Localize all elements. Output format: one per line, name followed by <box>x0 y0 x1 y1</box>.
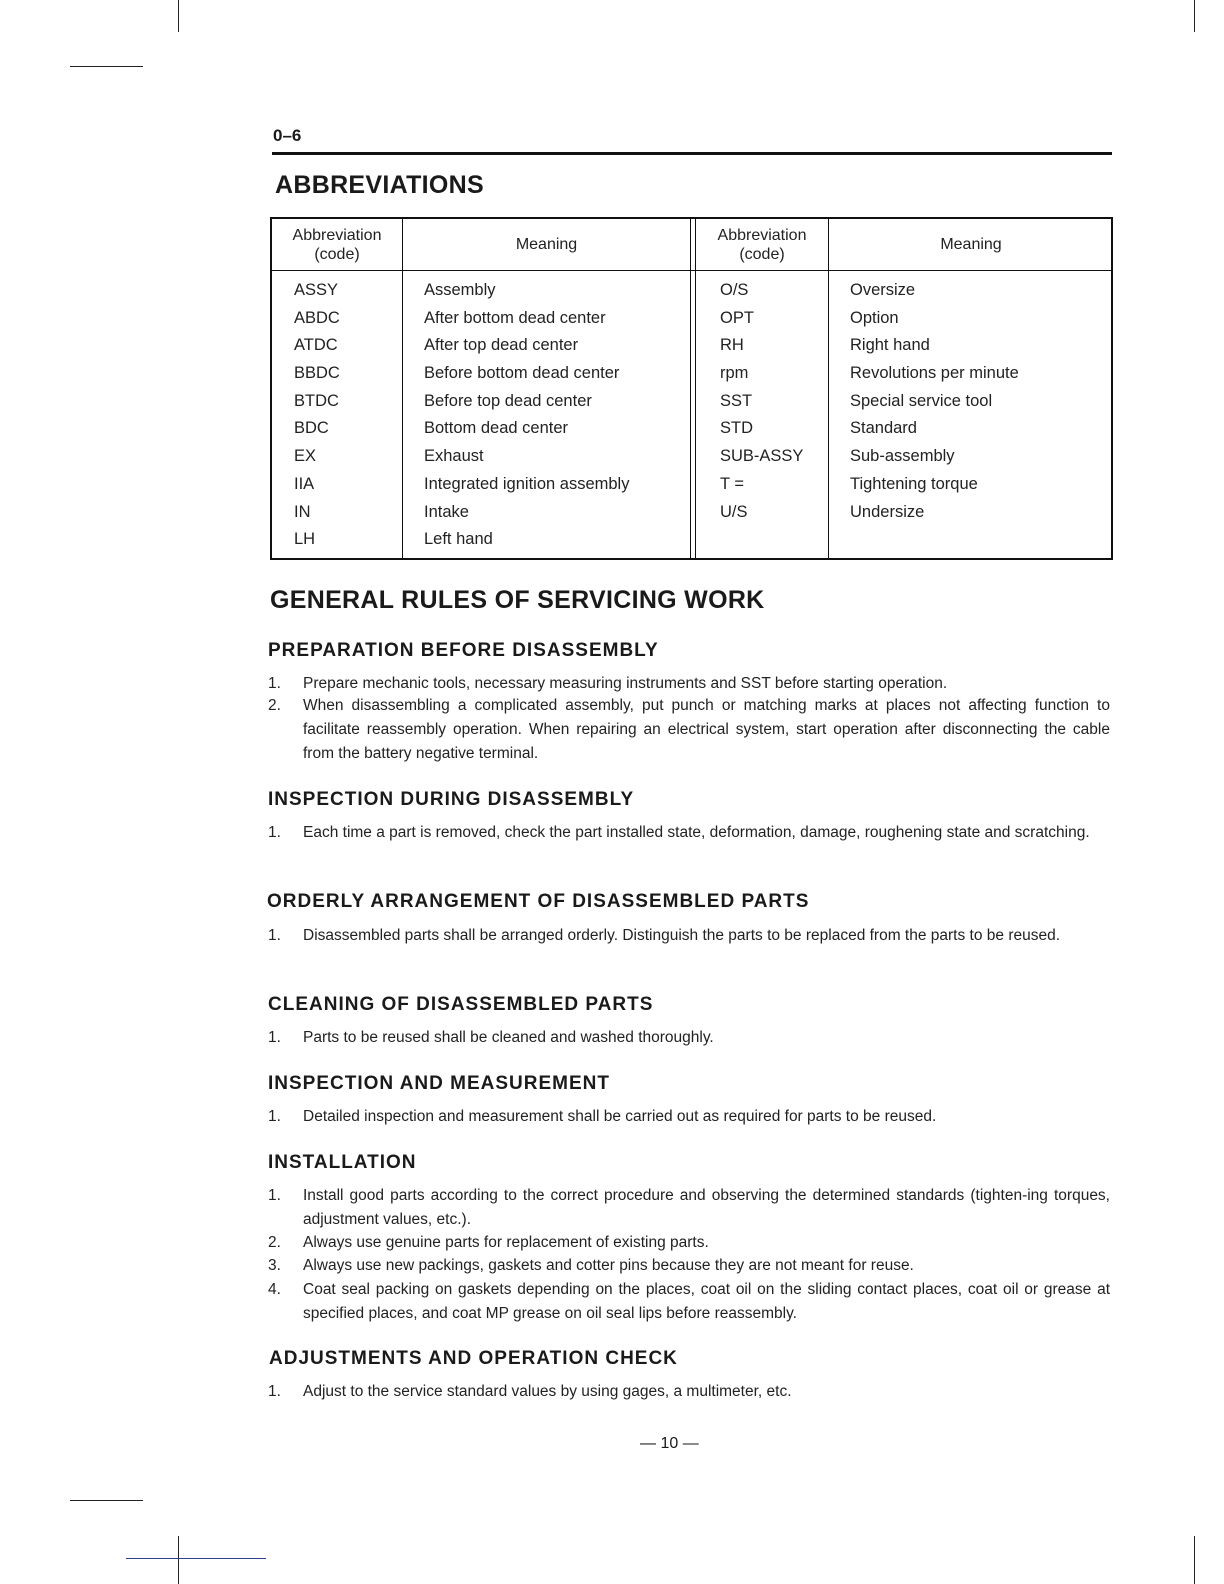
item-text: When disassembling a complicated assembly, put punch or matching marks at places not affecting function to facilitate reassembly operation. When repairing an electrical system, start operation after disconnecting the cable from the battery negative terminal. <box>303 697 1110 762</box>
abbr-code: SST <box>720 391 753 410</box>
list-item <box>268 924 1110 948</box>
item-number: 1. <box>268 1108 281 1125</box>
abbr-meaning: Revolutions per minute <box>850 364 1019 383</box>
section-heading-inspection-during: INSPECTION DURING DISASSEMBLY <box>268 789 635 810</box>
abbreviations-table <box>270 217 1113 560</box>
abbr-code: LH <box>294 530 316 549</box>
section-heading-cleaning: CLEANING OF DISASSEMBLED PARTS <box>268 994 654 1015</box>
item-number: 1. <box>268 927 281 944</box>
item-number: 1. <box>268 1383 281 1400</box>
right-meaning-column <box>850 277 1019 526</box>
abbr-meaning: Bottom dead center <box>424 419 569 438</box>
section-heading-inspection-measurement: INSPECTION AND MEASUREMENT <box>268 1073 610 1094</box>
item-text: Adjust to the service standard values by using gages, a multimeter, etc. <box>303 1383 792 1400</box>
abbr-meaning: Right hand <box>850 336 930 355</box>
page-code: 0–6 <box>273 126 302 145</box>
header-abbreviation-right: Abbreviation (code) <box>717 226 807 263</box>
item-text: Coat seal packing on gaskets depending on the places, coat oil on the sliding contact places, coat oil or grease at specified places, and coat MP grease on oil seal lips before reassembly. <box>303 1281 1110 1322</box>
item-number: 1. <box>268 1029 281 1046</box>
item-text: Always use new packings, gaskets and cotter pins because they are not meant for reuse. <box>303 1257 914 1274</box>
item-number: 1. <box>268 1187 281 1204</box>
abbr-meaning: Sub-assembly <box>850 447 955 466</box>
item-text: Disassembled parts shall be arranged orderly. Distinguish the parts to be replaced from the parts to be reused. <box>303 927 1061 944</box>
abbr-code: U/S <box>720 502 748 521</box>
abbr-meaning: Left hand <box>424 530 493 549</box>
margin-mark-bottom-line <box>126 1558 266 1559</box>
abbr-meaning: Before bottom dead center <box>424 364 620 383</box>
abbr-meaning: After top dead center <box>424 336 579 355</box>
abbr-code: OPT <box>720 308 754 327</box>
abbr-code: ASSY <box>294 281 339 299</box>
item-text: Prepare mechanic tools, necessary measuring instruments and SST before starting operation. <box>303 675 948 692</box>
item-number: 3. <box>268 1257 281 1274</box>
margin-mark-bottom <box>70 1500 143 1501</box>
section-heading-adjustments: ADJUSTMENTS AND OPERATION CHECK <box>269 1348 678 1369</box>
abbr-code: IIA <box>294 474 315 493</box>
abbr-code: ATDC <box>294 336 338 355</box>
abbr-meaning: Undersize <box>850 502 925 521</box>
item-text: Detailed inspection and measurement shall be carried out as required for parts to be reused. <box>303 1108 937 1125</box>
section-heading-installation: INSTALLATION <box>268 1152 417 1173</box>
abbr-code: ABDC <box>294 308 340 327</box>
crop-mark-bottom-right <box>1194 1536 1195 1584</box>
abbr-code: BDC <box>294 419 329 438</box>
abbr-code: IN <box>294 502 311 521</box>
margin-mark-top <box>70 66 143 67</box>
left-meaning-column <box>424 277 629 554</box>
list-item <box>268 1231 1110 1255</box>
abbr-meaning: Before top dead center <box>424 391 592 410</box>
header-meaning-right: Meaning <box>940 236 1002 253</box>
list-item <box>268 821 1110 845</box>
abbr-code: RH <box>720 336 744 355</box>
right-code-column <box>720 277 803 526</box>
abbr-meaning: Standard <box>850 419 917 438</box>
abbr-meaning: Assembly <box>424 281 496 299</box>
list-item <box>268 672 1110 696</box>
abbr-code: BTDC <box>294 391 339 410</box>
abbr-meaning: Special service tool <box>850 391 993 410</box>
item-text: Always use genuine parts for replacement of existing parts. <box>303 1234 709 1251</box>
crop-mark-bottom-left <box>178 1536 179 1584</box>
crop-mark-top-left <box>178 0 179 32</box>
section-heading-preparation: PREPARATION BEFORE DISASSEMBLY <box>268 640 659 661</box>
general-rules-title: GENERAL RULES OF SERVICING WORK <box>270 586 765 614</box>
crop-mark-top-right <box>1194 0 1195 32</box>
abbr-meaning: After bottom dead center <box>424 308 606 327</box>
abbr-meaning: Integrated ignition assembly <box>424 474 630 493</box>
list-item <box>268 1184 1110 1232</box>
item-number: 1. <box>268 824 281 841</box>
abbr-code: EX <box>294 447 317 466</box>
abbr-meaning: Exhaust <box>424 447 484 466</box>
section-heading-orderly-arrangement: ORDERLY ARRANGEMENT OF DISASSEMBLED PARTS <box>267 891 810 912</box>
list-item <box>268 1105 1110 1129</box>
item-text: Parts to be reused shall be cleaned and washed thoroughly. <box>303 1029 714 1046</box>
header-meaning-left: Meaning <box>515 236 578 253</box>
abbr-code: O/S <box>720 281 749 299</box>
abbr-meaning: Option <box>850 308 899 327</box>
item-text: Install good parts according to the correct procedure and observing the determined standards (tighten-ing torques, adjustment values, etc.). <box>303 1187 1110 1228</box>
abbr-meaning: Tightening torque <box>850 474 978 493</box>
item-text: Each time a part is removed, check the part installed state, deformation, damage, roughening state and scratching. <box>303 824 1090 841</box>
left-code-column <box>294 277 340 554</box>
list-item <box>268 694 1110 766</box>
abbr-code: STD <box>720 419 753 438</box>
list-item <box>268 1026 1110 1050</box>
item-number: 2. <box>268 1234 281 1251</box>
abbr-code: T = <box>720 474 745 493</box>
header-rule <box>272 152 1112 155</box>
abbr-code: rpm <box>720 364 749 383</box>
list-item <box>268 1254 1110 1278</box>
item-number: 1. <box>268 675 281 692</box>
list-item <box>268 1278 1110 1326</box>
abbreviations-title: ABBREVIATIONS <box>275 171 485 199</box>
abbr-code: BBDC <box>294 364 340 383</box>
table-header-rule <box>272 270 1111 271</box>
header-abbreviation-left: Abbreviation (code) <box>292 226 382 263</box>
abbr-meaning: Oversize <box>850 281 916 299</box>
abbr-meaning: Intake <box>424 502 469 521</box>
abbr-code: SUB-ASSY <box>720 447 804 466</box>
list-item <box>268 1380 1110 1404</box>
item-number: 4. <box>268 1281 281 1298</box>
page-number: — 10 — <box>640 1435 699 1452</box>
item-number: 2. <box>268 697 281 714</box>
